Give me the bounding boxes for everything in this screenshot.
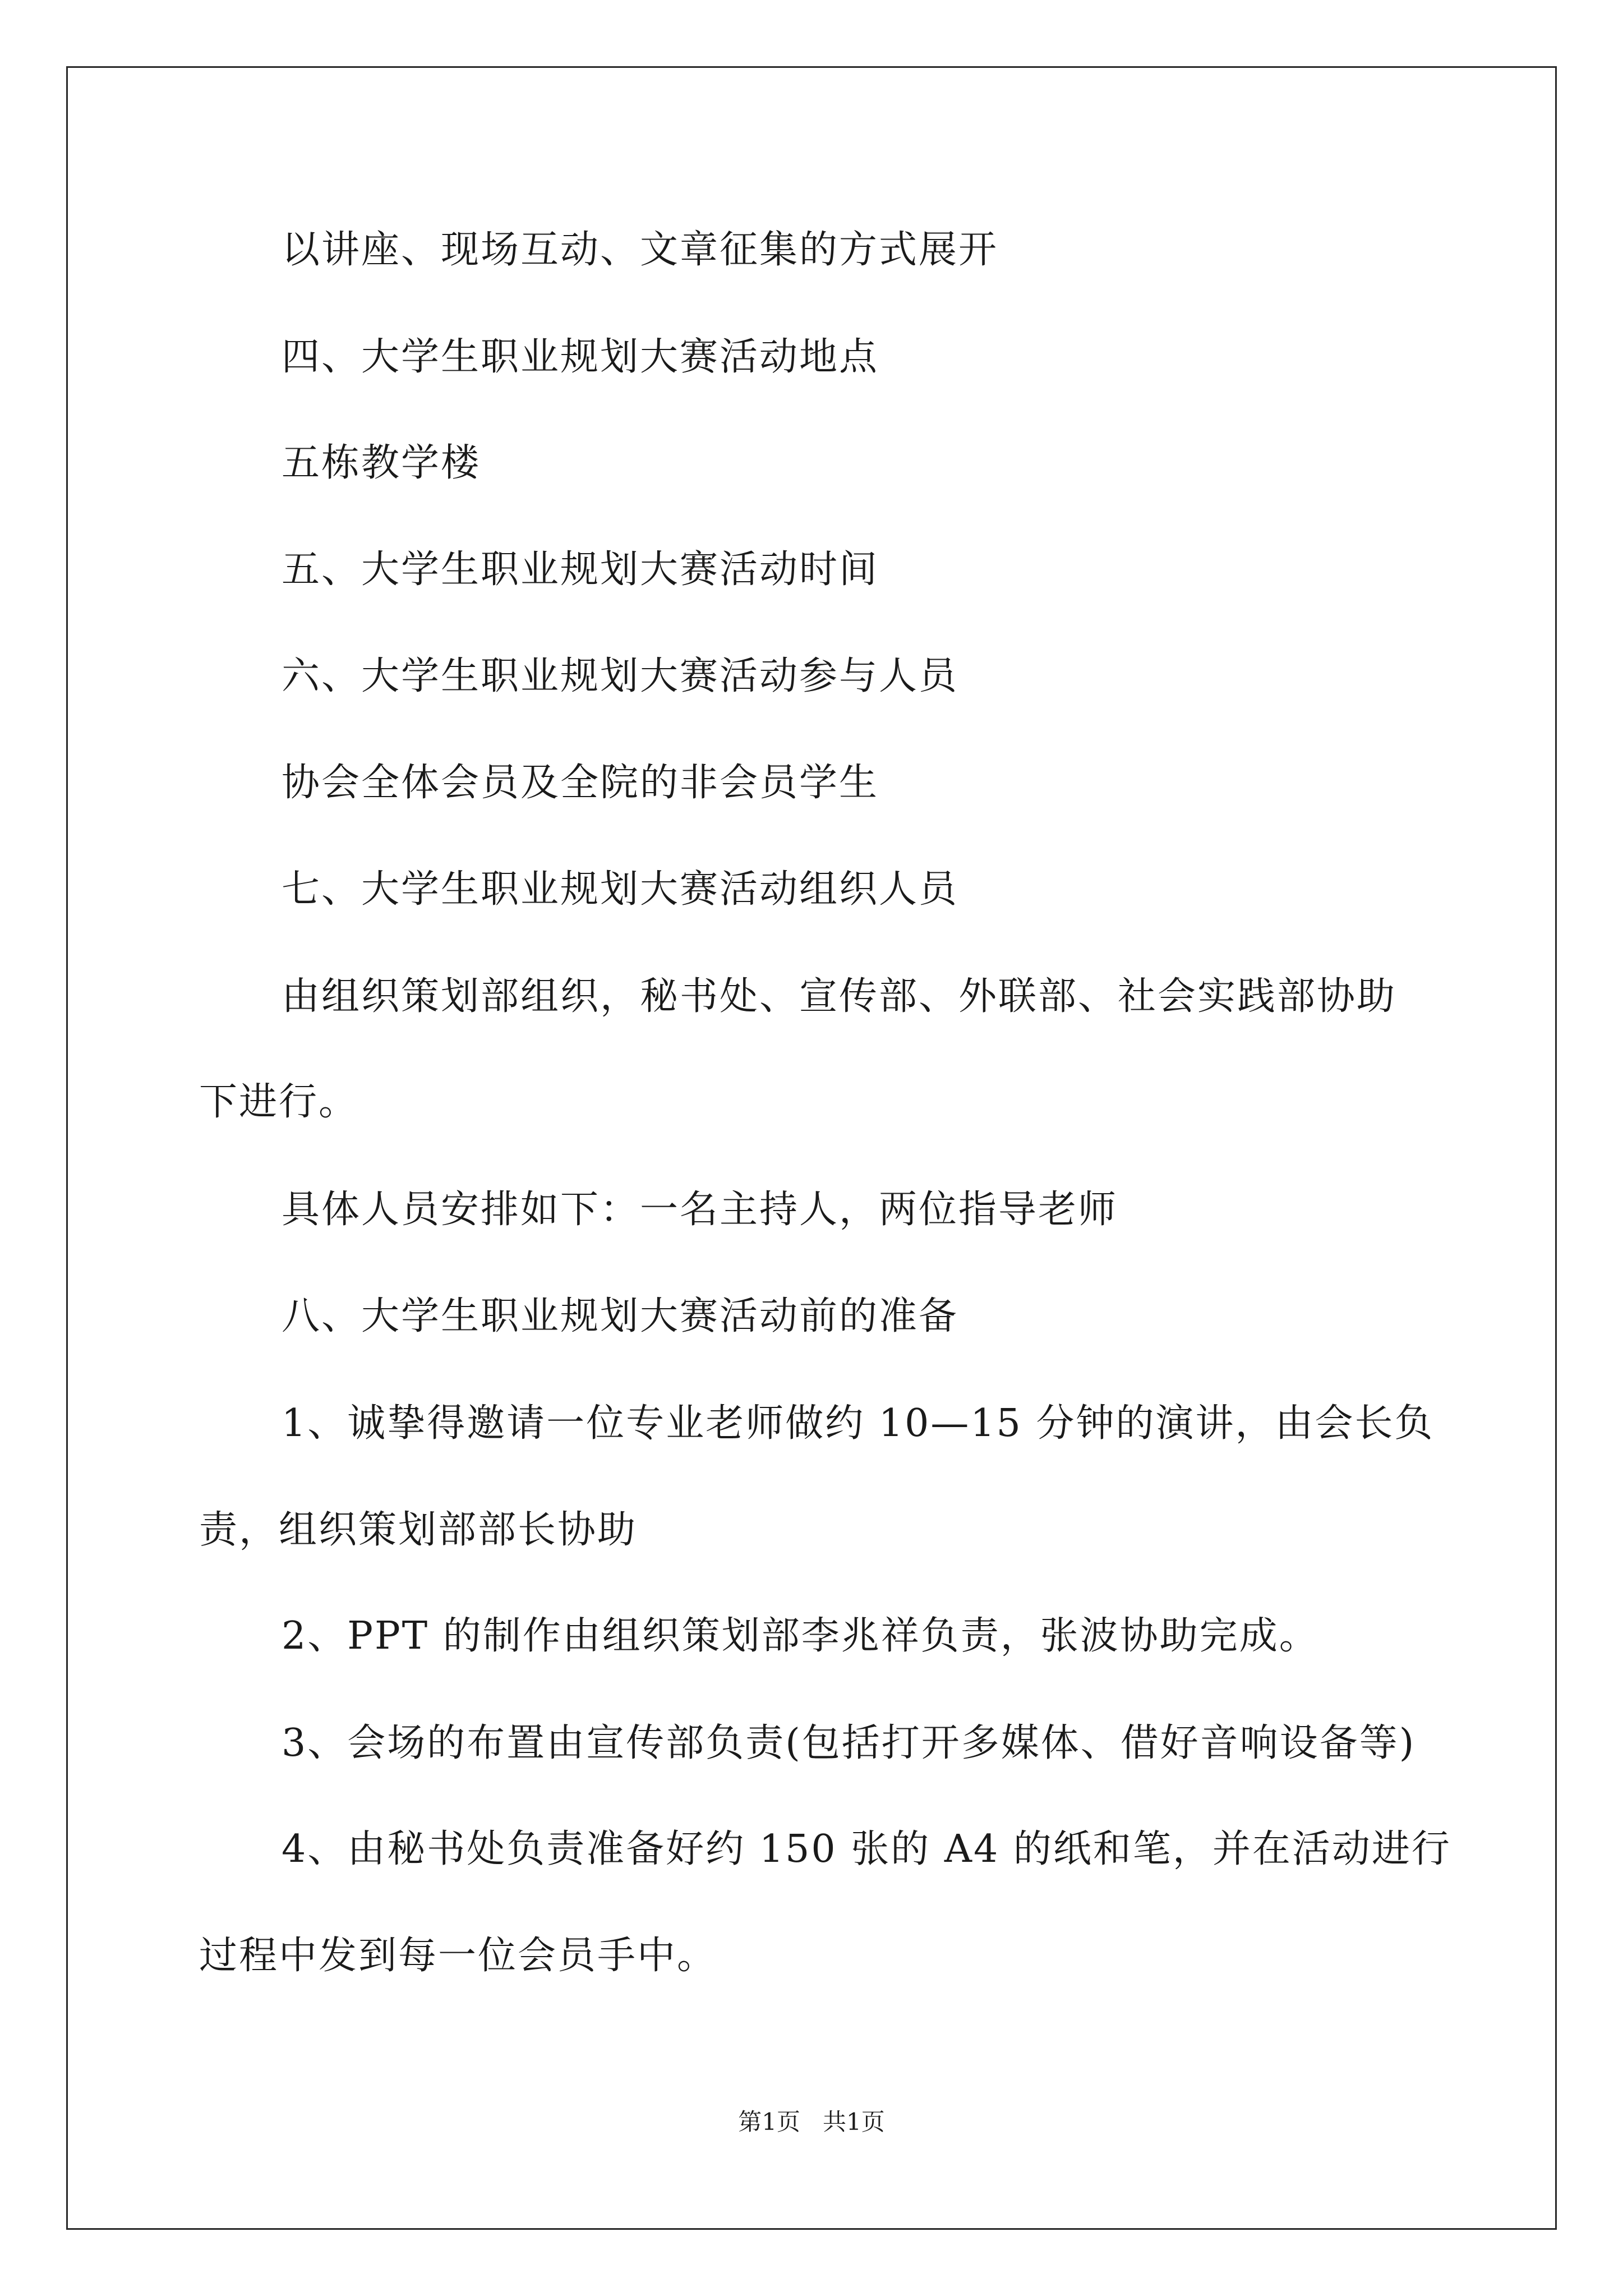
- text-line-6: 协会全体会员及全院的非会员学生: [282, 761, 879, 805]
- text-line-16: 4、由秘书处负责准备好约 150 张的 A4 的纸和笔，并在活动进行: [282, 1827, 1451, 1871]
- text-line-10: 具体人员安排如下：一名主持人，两位指导老师: [282, 1188, 1118, 1232]
- text-line-11: 八、大学生职业规划大赛活动前的准备: [282, 1294, 959, 1338]
- page-footer: 第1页 共1页: [738, 2108, 885, 2136]
- text-line-2: 四、大学生职业规划大赛活动地点: [282, 335, 879, 379]
- text-line-8: 由组织策划部组织，秘书处、宣传部、外联部、社会实践部协助: [282, 974, 1397, 1019]
- text-line-17: 过程中发到每一位会员手中。: [199, 1934, 717, 1978]
- text-line-4: 五、大学生职业规划大赛活动时间: [282, 547, 879, 592]
- text-line-14: 2、PPT 的制作由组织策划部李兆祥负责，张波协助完成。: [282, 1614, 1319, 1658]
- text-line-1: 以讲座、现场互动、文章征集的方式展开: [282, 228, 999, 272]
- text-line-9: 下进行。: [199, 1080, 359, 1124]
- text-line-7: 七、大学生职业规划大赛活动组织人员: [282, 867, 959, 912]
- text-line-15: 3、会场的布置由宣传部负责(包括打开多媒体、借好音响设备等): [282, 1721, 1416, 1765]
- text-line-5: 六、大学生职业规划大赛活动参与人员: [282, 654, 959, 698]
- text-line-3: 五栋教学楼: [282, 441, 481, 485]
- text-line-13: 责，组织策划部部长协助: [199, 1508, 638, 1552]
- text-line-12: 1、诚挚得邀请一位专业老师做约 10—15 分钟的演讲，由会长负: [282, 1401, 1435, 1446]
